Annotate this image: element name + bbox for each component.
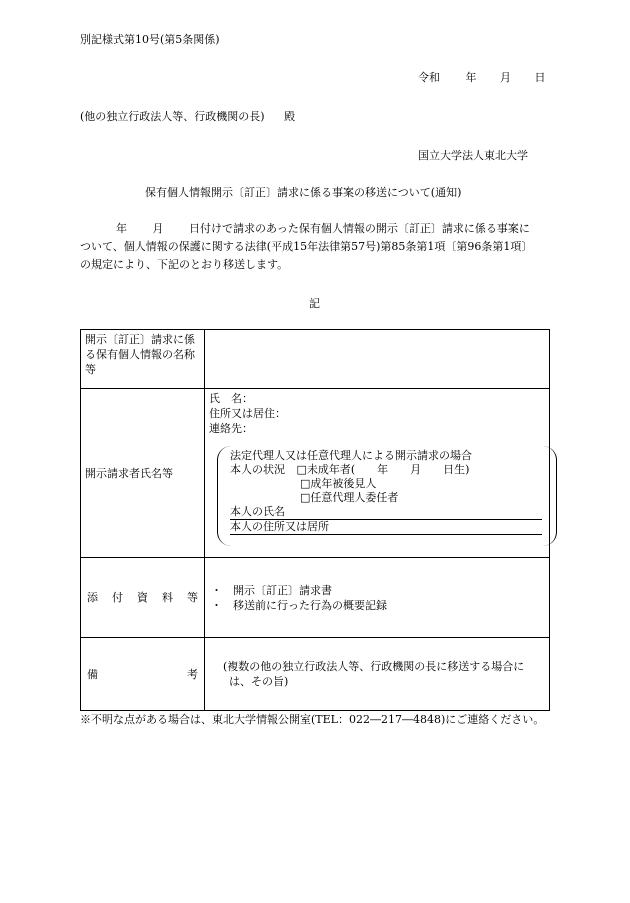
transfer-table [80, 329, 550, 711]
date-era: 令和 [418, 71, 440, 84]
proxy-option-guardian: □成年被後見人 [300, 477, 377, 490]
attachment-item-record: ・ 移送前に行った行為の概要記録 [211, 598, 387, 612]
proxy-heading: 法定代理人又は任意代理人による開示請求の場合 [230, 449, 472, 462]
attachments-value [205, 558, 550, 638]
date-year: 年 [465, 71, 477, 84]
table-row-requester [81, 389, 550, 558]
table-row-attachments [81, 558, 550, 638]
requester-value [205, 389, 550, 558]
attachments-label-char: 資 [137, 591, 148, 604]
sender: 国立大学法人東北大学 [418, 149, 528, 162]
remarks-note: (複数の他の独立行政法人等、行政機関の長に移送する場合には、その旨) [223, 660, 525, 688]
body-line-3: の規定により、下記のとおり移送します。 [80, 258, 289, 271]
attachments-label-char: 料 [162, 591, 173, 604]
proxy-principal-name: 本人の氏名 [230, 505, 542, 520]
contact-note: ※不明な点がある場合は、東北大学情報公開室(TEL：022―217―4848)にご連絡ください。 [80, 713, 545, 726]
date-month: 月 [500, 71, 511, 84]
body-line-1-rest: 日付けで請求のあった保有個人情報の開示〔訂正〕請求に係る事案に [189, 222, 530, 235]
proxy-option-minor: □未成年者( 年 月 日生) [296, 463, 470, 476]
proxy-status-label: 本人の状況 [230, 463, 285, 476]
addressee-line [80, 110, 295, 124]
body-line-1 [80, 222, 530, 236]
body-year: 年 [116, 222, 127, 235]
date-line [418, 71, 546, 85]
proxy-principal-address: 本人の住所又は居所 [230, 520, 542, 535]
attachments-label-char: 付 [112, 591, 123, 604]
body-line-2: ついて、個人情報の保護に関する法律(平成15年法律第57号)第85条第1項〔第96条第1項〕 [80, 240, 533, 253]
attachment-item-request: ・ 開示〔訂正〕請求書 [211, 583, 332, 597]
proxy-box [217, 446, 557, 546]
table-row-info-name [81, 330, 550, 389]
info-name-value [205, 330, 550, 389]
table-row-remarks [81, 638, 550, 711]
requester-address: 住所又は居住： [209, 407, 286, 420]
attachments-label-char: 等 [187, 591, 198, 604]
requester-label: 開示請求者氏名等 [81, 389, 205, 558]
requester-name: 氏 名： [209, 392, 253, 405]
remarks-label-char: 備 [87, 667, 98, 681]
body-month: 月 [152, 222, 164, 235]
document-title: 保有個人情報開示〔訂正〕請求に係る事案の移送について(通知) [145, 186, 462, 199]
honorific: 殿 [284, 110, 296, 123]
attachments-label [81, 558, 205, 638]
date-day: 日 [534, 71, 546, 84]
attachments-label-char: 添 [87, 591, 98, 604]
proxy-option-delegator: □任意代理人委任者 [300, 491, 399, 504]
info-name-label: 開示〔訂正〕請求に係る保有個人情報の名称等 [81, 330, 205, 389]
form-number: 別記様式第10号(第5条関係) [80, 33, 220, 46]
remarks-label [81, 638, 205, 711]
proxy-status-row [230, 463, 556, 477]
ki-heading: 記 [309, 297, 320, 310]
remarks-value [205, 638, 550, 711]
addressee: (他の独立行政法人等、行政機関の長) [80, 110, 265, 123]
requester-contact: 連絡先： [209, 422, 253, 435]
remarks-label-char: 考 [187, 667, 198, 681]
